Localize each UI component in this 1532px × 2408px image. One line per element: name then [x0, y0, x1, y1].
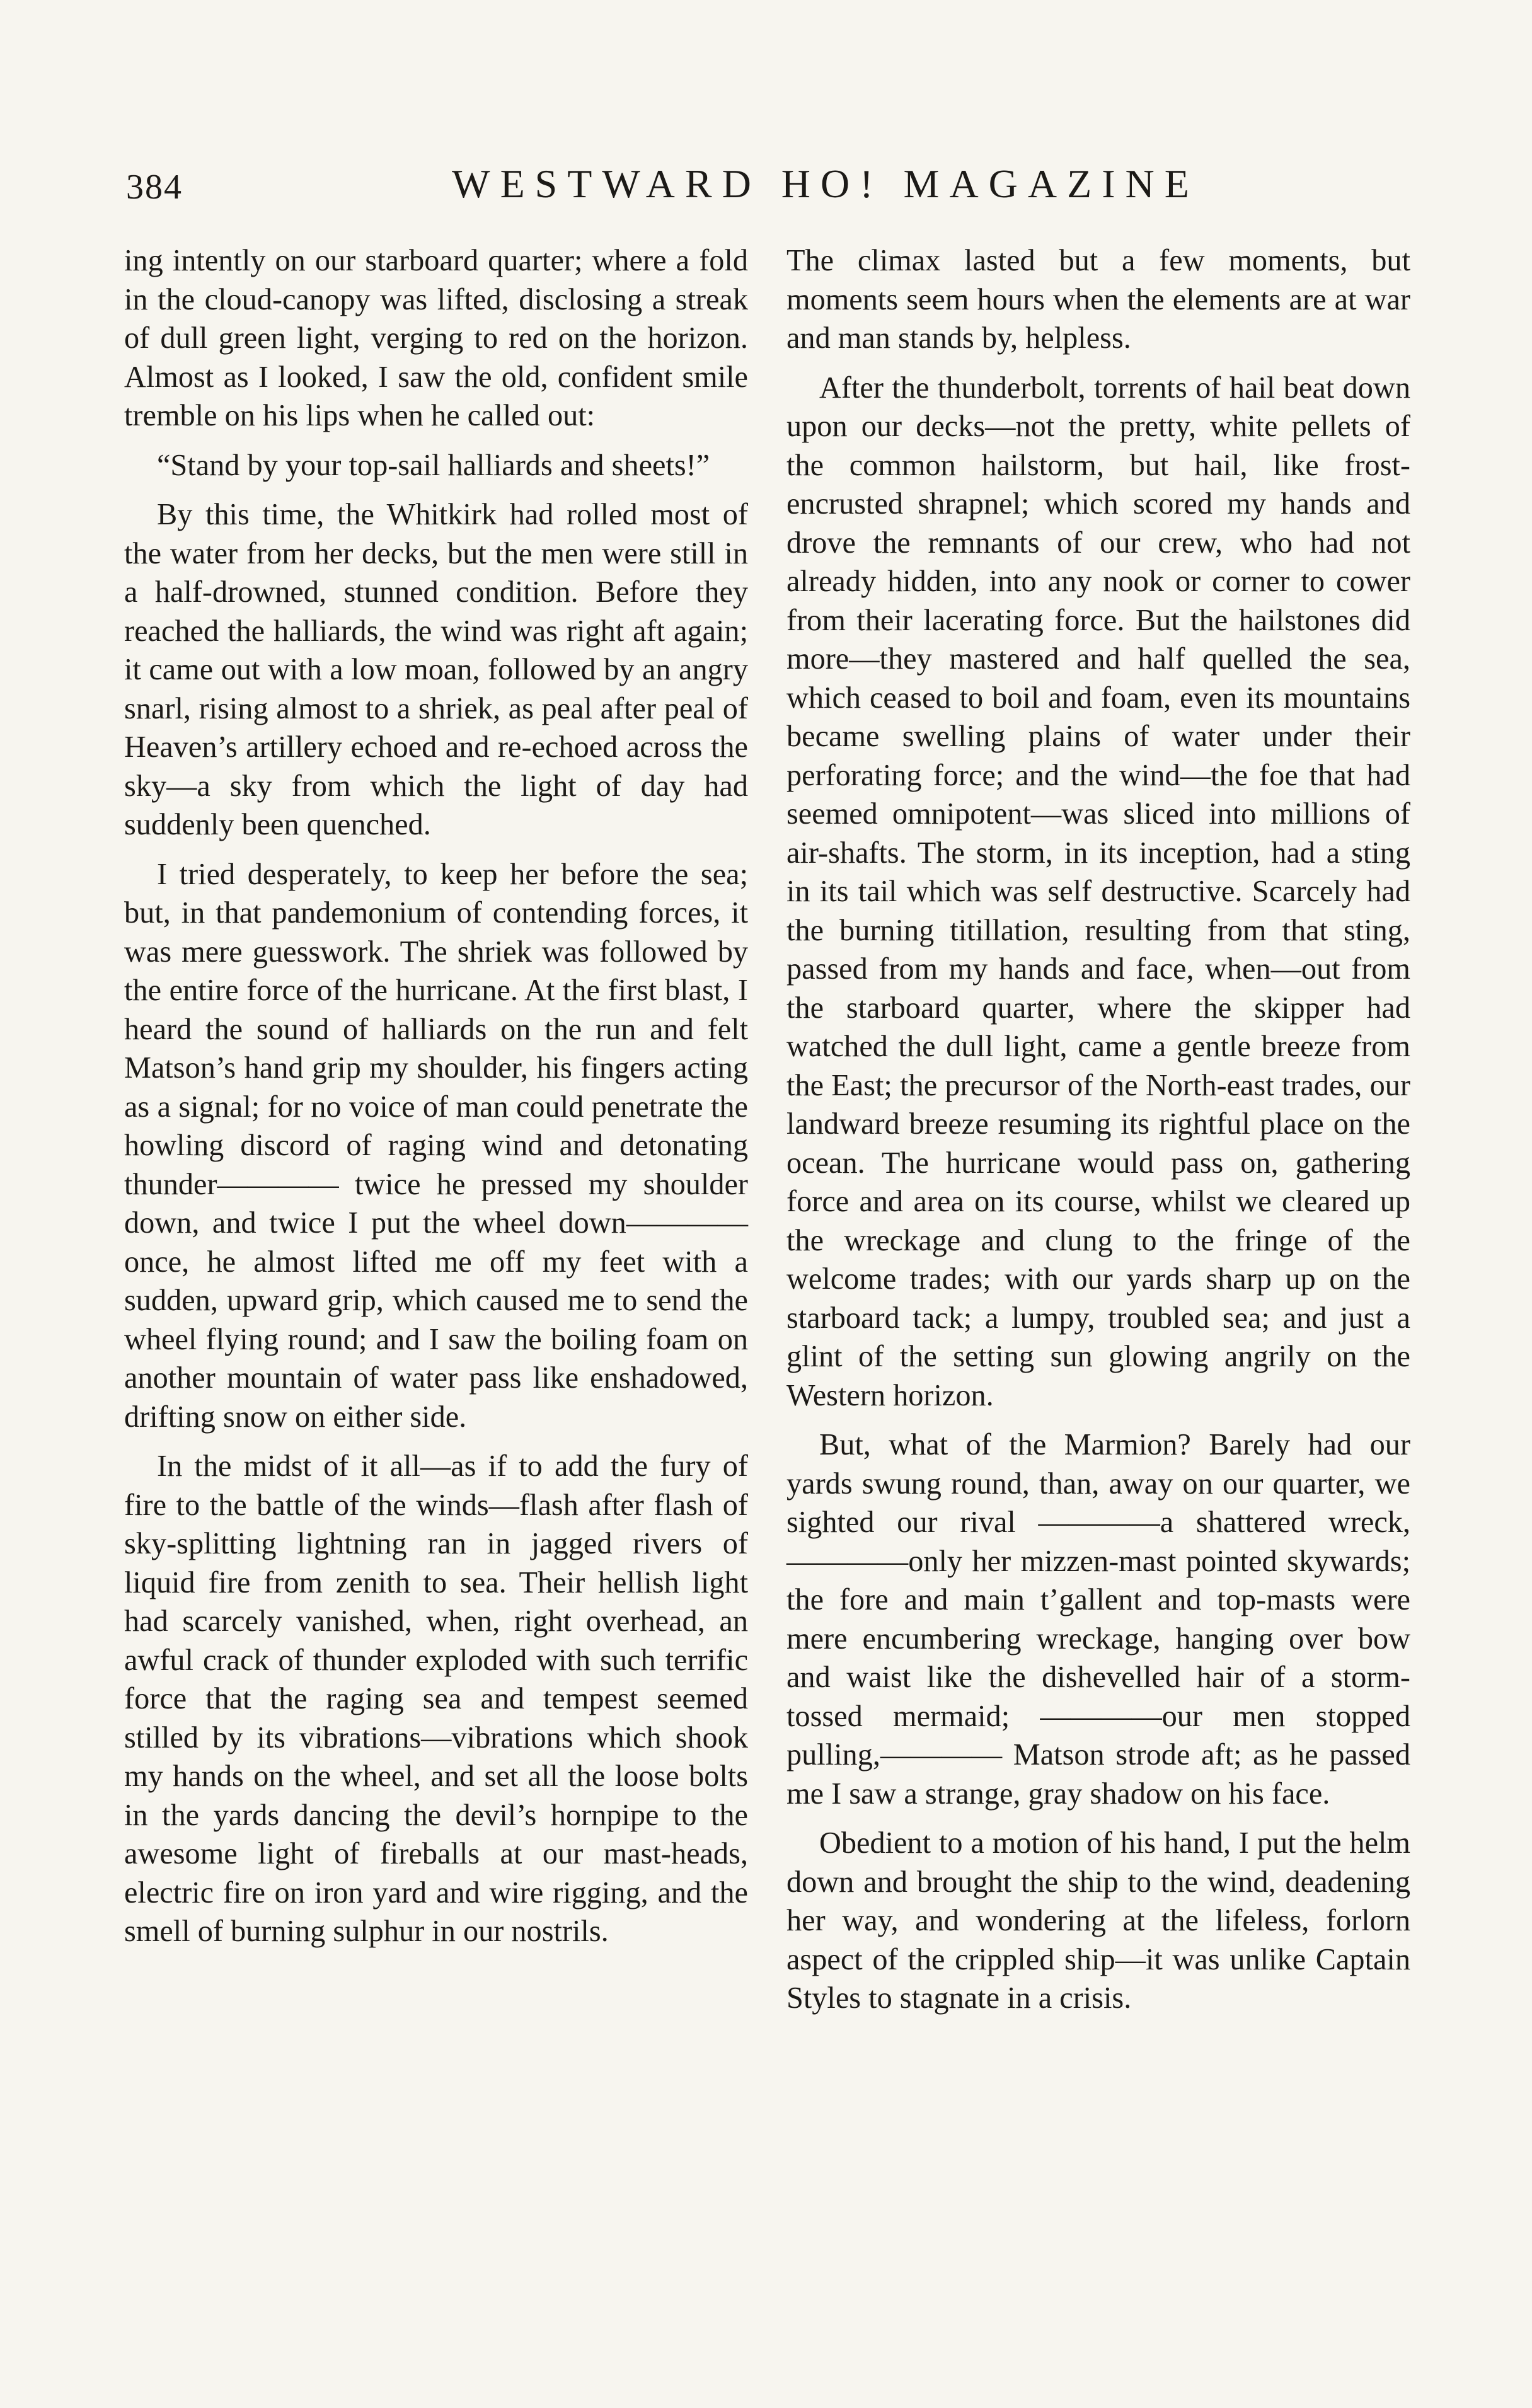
- paragraph: “Stand by your top-sail halliards and sheets!”: [157, 448, 710, 482]
- paragraph: Obedient to a motion of his hand, I put the helm down and brought the ship to the wind, deadening her way, and wondering at the lifeless, forlorn aspect of the crippled ship—it was unlike Captain Styles to stagnate in a crisis.: [786, 1826, 1410, 2015]
- page-header: [120, 154, 1399, 211]
- paragraph: The climax lasted but a few moments, but moments seem hours when the elements are at war and man stands by, helpless.: [786, 244, 1410, 355]
- paragraph: After the thunderbolt, torrents of hail beat down upon our decks—not the pretty, white pellets of the common hailstorm, but hail, like frost-encrusted shrapnel; which scored my hands and drove the remnants of our crew, who had not already hidden, into any nook or corner to cower from their lacerating force. But the hailstones did more—they mastered and half quelled the sea, which ceased to boil and foam, even its mountains became swelling plains of water under their perforating force; and the wind—the foe that had seemed omnipotent—was sliced into millions of air-shafts. The storm, in its inception, had a sting in its tail which was self destructive. Scarcely had the burning titillation, resulting from that sting, passed from my hands and face, when—out from the starboard quarter, where the skipper had watched the dull light, came a gentle breeze from the East; the precursor of the North-east trades, our landward breeze resuming its rightful place on the ocean. The hurricane would pass on, gathering force and area on its course, whilst we cleared up the wreckage and clung to the fringe of the welcome trades; with our yards sharp up on the starboard tack; a lumpy, troubled sea; and just a glint of the setting sun glowing angrily on the Western horizon.: [786, 371, 1410, 1412]
- right-column: [786, 241, 1410, 2018]
- paragraph: By this time, the Whitkirk had rolled most of the water from her decks, but the men were still in a half-drowned, stunned condition. Before they reached the halliards, the wind was right aft again; it came out with a low moan, followed by an angry snarl, rising almost to a shriek, as peal after peal of Heaven’s artillery echoed and re-echoed across the sky—a sky from which the light of day had suddenly been quenched.: [124, 498, 748, 841]
- running-title: WESTWARD HO! MAGAZINE: [452, 161, 1199, 206]
- page-number: 384: [126, 168, 183, 207]
- paragraph: In the midst of it all—as if to add the fury of fire to the battle of the winds—flash after flash of sky-splitting lightning ran in jagged rivers of liquid fire from zenith to sea. Their hellish light had scarcely vanished, when, right overhead, an awful crack of thunder exploded with such terrific force that the raging sea and tempest seemed stilled by its vibrations—vibrations which shook my hands on the wheel, and set all the loose bolts in the yards dancing the devil’s hornpipe to the awesome light of fireballs at our mast-heads, electric fire on iron yard and wire rigging, and the smell of burning sulphur in our nostrils.: [124, 1449, 748, 1948]
- paragraph: ing intently on our starboard quarter; where a fold in the cloud-canopy was lifted, disclosing a streak of dull green light, verging to red on the horizon. Almost as I looked, I saw the old, confident smile tremble on his lips when he called out:: [124, 244, 748, 432]
- paragraph: I tried desperately, to keep her before the sea; but, in that pandemonium of contending forces, it was mere guesswork. The shriek was followed by the entire force of the hurricane. At the first blast, I heard the sound of halliards on the run and felt Matson’s hand grip my shoulder, his fingers acting as a signal; for no voice of man could penetrate the howling discord of raging wind and detonating thunder———— twice he pressed my shoulder down, and twice I put the wheel down————once, he almost lifted me off my feet with a sudden, upward grip, which caused me to send the wheel flying round; and I saw the boiling foam on another mountain of water pass like enshadowed, drifting snow on either side.: [124, 857, 748, 1434]
- paragraph: But, what of the Marmion? Barely had our yards swung round, than, away on our quarter, we sighted our rival ————a shattered wreck,————only her mizzen-mast pointed skywards; the fore and main t’gallent and top-masts were mere encumbering wreckage, hanging over bow and waist like the dishevelled hair of a storm-tossed mermaid; ————our men stopped pulling,———— Matson strode aft; as he passed me I saw a strange, gray shadow on his face.: [786, 1428, 1410, 1811]
- left-column: [124, 241, 748, 1951]
